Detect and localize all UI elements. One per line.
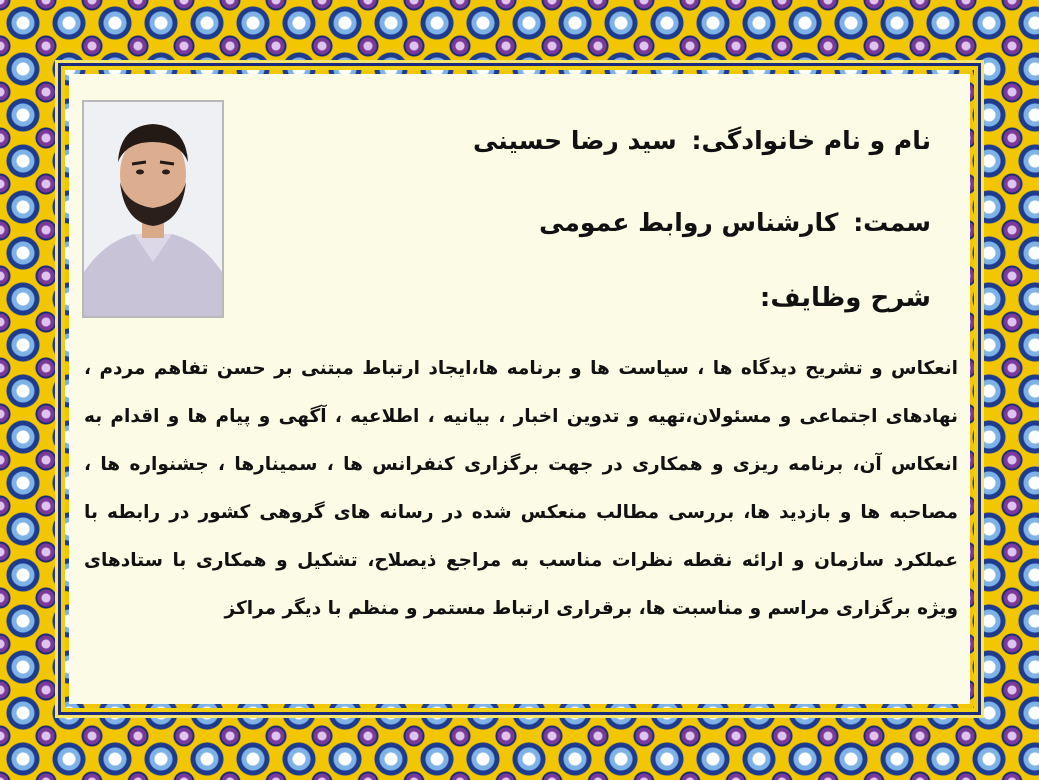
role-label: سمت: xyxy=(853,208,931,237)
name-label: نام و نام خانوادگی: xyxy=(691,126,931,155)
duties-description: انعکاس و تشریح دیدگاه ها ، سیاست ها و برنامه ها،ایجاد ارتباط مبتنی بر حسن تفاهم مردم ، نهادهای اجتماعی و مسئولان،تهیه و تدوین اخبار ، بیانیه ، اطلاعیه ، آگهی و پیام ها و اقدام به انعکاس آن، برنامه ریزی و همکاری در جهت برگزاری کنفرانس ها ، سمینارها ، جشنواره ها ، مصاحبه ها و بازدید ها، بررسی مطالب منعکس شده در رسانه های گروهی کشور در رابطه با عملکرد سازمان و ارائه نقطه نظرات مناسب به مراجع ذیصلاح، تشکیل و همکاری با ستادهای ویژه برگزاری مراسم و مناسبت ها، برقراری ارتباط مستمر و منظم با دیگر مراکز xyxy=(84,358,958,619)
duties-heading xyxy=(760,283,931,313)
name-line xyxy=(473,126,931,155)
duties-label: شرح وظایف: xyxy=(759,283,931,313)
role-line xyxy=(539,208,931,237)
role-value: کارشناس روابط عمومی xyxy=(539,208,839,237)
profile-photo xyxy=(82,100,224,318)
name-value: سید رضا حسینی xyxy=(472,126,677,155)
